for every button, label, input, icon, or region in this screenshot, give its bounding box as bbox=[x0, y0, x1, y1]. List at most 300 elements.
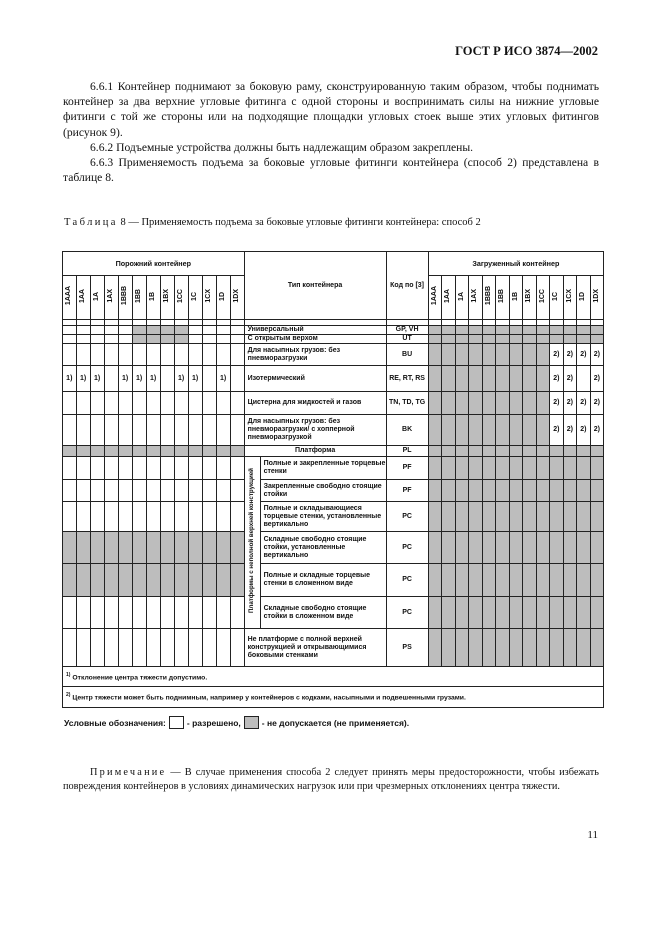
empty-status-cell bbox=[146, 415, 160, 446]
loaded-status-cell bbox=[590, 457, 604, 480]
footnote-cell bbox=[63, 687, 604, 707]
empty-col-header bbox=[188, 276, 202, 320]
loaded-status-cell bbox=[523, 564, 537, 597]
loaded-status-cell bbox=[563, 366, 577, 392]
loaded-status-cell bbox=[428, 344, 442, 366]
paragraph-6-6-3: 6.6.3 Применяемость подъема за боковые угловые фитинги контейнера (способ 2) представлена в таблице 8. bbox=[63, 156, 599, 185]
loaded-status-cell bbox=[469, 392, 483, 415]
footnote-mark: 2) bbox=[566, 374, 573, 382]
footnote-row bbox=[63, 667, 604, 687]
footnote-mark: 1) bbox=[191, 374, 199, 382]
loaded-status-cell bbox=[563, 597, 577, 629]
loaded-status-cell bbox=[469, 480, 483, 502]
loaded-status-cell bbox=[442, 392, 456, 415]
empty-status-cell bbox=[118, 564, 132, 597]
type-cell: Складные свободно стоящие стойки, установленные вертикально bbox=[260, 532, 386, 564]
loaded-status-cell bbox=[550, 446, 564, 457]
loaded-status-cell bbox=[442, 457, 456, 480]
loaded-status-cell bbox=[428, 366, 442, 392]
empty-status-cell bbox=[76, 446, 90, 457]
loaded-status-cell bbox=[536, 597, 550, 629]
loaded-status-cell bbox=[550, 597, 564, 629]
empty-col-label: 1D bbox=[219, 291, 227, 301]
loaded-status-cell bbox=[577, 457, 591, 480]
empty-col-header bbox=[90, 276, 104, 320]
loaded-status-cell bbox=[455, 446, 469, 457]
type-header: Тип контейнера bbox=[244, 252, 386, 320]
loaded-status-cell bbox=[577, 392, 591, 415]
loaded-col-header bbox=[509, 276, 523, 320]
note-text: — В случае применения способа 2 следует принять меры предосторожности, чтобы избежать повреждения контейнеров в условиях динамических нагрузок или при чрезмерных отклонениях центра тяжести. bbox=[63, 767, 600, 792]
empty-status-cell bbox=[202, 326, 216, 335]
page-header: ГОСТ Р ИСО 3874—2002 bbox=[455, 44, 598, 58]
empty-status-cell bbox=[202, 480, 216, 502]
loaded-status-cell bbox=[509, 457, 523, 480]
footnote-mark: 2) bbox=[553, 374, 560, 382]
table-row bbox=[63, 344, 604, 366]
empty-col-label: 1BB bbox=[135, 288, 143, 303]
loaded-col-header bbox=[482, 276, 496, 320]
empty-col-header bbox=[174, 276, 188, 320]
applicability-table bbox=[62, 251, 604, 708]
empty-status-cell bbox=[104, 392, 118, 415]
loaded-status-cell bbox=[455, 502, 469, 532]
code-cell: RE, RT, RS bbox=[386, 366, 428, 392]
empty-status-cell bbox=[104, 502, 118, 532]
legend bbox=[64, 716, 409, 729]
empty-status-cell bbox=[160, 326, 174, 335]
empty-status-cell bbox=[174, 480, 188, 502]
table-row bbox=[63, 335, 604, 344]
code-cell: PC bbox=[386, 564, 428, 597]
loaded-col-header bbox=[523, 276, 537, 320]
empty-status-cell bbox=[174, 502, 188, 532]
empty-status-cell bbox=[90, 502, 104, 532]
loaded-status-cell bbox=[563, 532, 577, 564]
empty-status-cell bbox=[104, 335, 118, 344]
loaded-status-cell bbox=[577, 326, 591, 335]
empty-status-cell bbox=[188, 335, 202, 344]
empty-status-cell bbox=[118, 502, 132, 532]
empty-status-cell bbox=[63, 446, 77, 457]
loaded-status-cell bbox=[469, 344, 483, 366]
empty-status-cell bbox=[118, 457, 132, 480]
loaded-status-cell bbox=[523, 532, 537, 564]
empty-col-header bbox=[146, 276, 160, 320]
loaded-status-cell bbox=[442, 564, 456, 597]
loaded-status-cell bbox=[455, 629, 469, 667]
loaded-status-cell bbox=[590, 480, 604, 502]
loaded-status-cell bbox=[442, 502, 456, 532]
loaded-status-cell bbox=[442, 480, 456, 502]
loaded-status-cell bbox=[482, 392, 496, 415]
empty-status-cell bbox=[174, 457, 188, 480]
loaded-status-cell bbox=[550, 480, 564, 502]
empty-status-cell bbox=[146, 457, 160, 480]
empty-status-cell bbox=[188, 597, 202, 629]
loaded-col-header bbox=[536, 276, 550, 320]
empty-status-cell bbox=[174, 415, 188, 446]
loaded-col-header bbox=[550, 276, 564, 320]
loaded-status-cell bbox=[550, 564, 564, 597]
footnote-mark: 2) bbox=[566, 399, 573, 406]
loaded-status-cell bbox=[577, 480, 591, 502]
loaded-col-header bbox=[563, 276, 577, 320]
type-cell: Складные свободно стоящие стойки в сложенном виде bbox=[260, 597, 386, 629]
empty-status-cell bbox=[188, 532, 202, 564]
empty-col-header bbox=[104, 276, 118, 320]
empty-status-cell bbox=[216, 532, 230, 564]
loaded-col-label: 1BX bbox=[525, 289, 533, 303]
empty-col-label: 1AAA bbox=[65, 286, 73, 306]
header-row-groups bbox=[63, 252, 604, 276]
loaded-status-cell bbox=[509, 415, 523, 446]
empty-status-cell bbox=[132, 415, 146, 446]
loaded-status-cell bbox=[550, 457, 564, 480]
loaded-status-cell bbox=[523, 480, 537, 502]
loaded-status-cell bbox=[550, 502, 564, 532]
empty-status-cell bbox=[90, 564, 104, 597]
empty-col-label: 1BBB bbox=[121, 286, 129, 306]
loaded-col-label: 1BBB bbox=[484, 286, 492, 306]
loaded-col-label: 1AX bbox=[471, 289, 479, 303]
loaded-col-label: 1B bbox=[511, 291, 519, 301]
empty-status-cell bbox=[216, 629, 230, 667]
empty-status-cell bbox=[146, 326, 160, 335]
loaded-status-cell bbox=[550, 532, 564, 564]
empty-status-cell bbox=[132, 335, 146, 344]
loaded-status-cell bbox=[536, 457, 550, 480]
body-text bbox=[63, 79, 599, 185]
loaded-status-cell bbox=[469, 629, 483, 667]
empty-status-cell bbox=[230, 629, 244, 667]
empty-status-cell bbox=[90, 392, 104, 415]
empty-status-cell bbox=[216, 415, 230, 446]
loaded-status-cell bbox=[496, 457, 510, 480]
empty-status-cell bbox=[104, 480, 118, 502]
empty-status-cell bbox=[174, 326, 188, 335]
loaded-status-cell bbox=[428, 564, 442, 597]
empty-status-cell bbox=[132, 564, 146, 597]
type-cell: Полные и складывающиеся торцевые стенки, установленные вертикально bbox=[260, 502, 386, 532]
loaded-status-cell bbox=[523, 344, 537, 366]
loaded-status-cell bbox=[577, 564, 591, 597]
loaded-status-cell bbox=[482, 564, 496, 597]
loaded-status-cell bbox=[442, 597, 456, 629]
empty-col-label: 1CC bbox=[177, 288, 185, 303]
loaded-status-cell bbox=[509, 597, 523, 629]
loaded-status-cell bbox=[428, 392, 442, 415]
empty-status-cell bbox=[202, 344, 216, 366]
loaded-status-cell bbox=[563, 480, 577, 502]
loaded-status-cell bbox=[469, 597, 483, 629]
empty-status-cell bbox=[146, 335, 160, 344]
table-row bbox=[63, 597, 604, 629]
loaded-status-cell bbox=[509, 335, 523, 344]
loaded-status-cell bbox=[563, 629, 577, 667]
legend-forbidden-swatch bbox=[244, 716, 259, 729]
loaded-col-label: 1DX bbox=[592, 289, 600, 303]
empty-status-cell bbox=[160, 446, 174, 457]
loaded-status-cell bbox=[509, 366, 523, 392]
empty-status-cell bbox=[76, 392, 90, 415]
empty-status-cell bbox=[90, 326, 104, 335]
empty-status-cell bbox=[160, 502, 174, 532]
empty-status-cell bbox=[76, 502, 90, 532]
loaded-status-cell bbox=[428, 415, 442, 446]
loaded-status-cell bbox=[442, 366, 456, 392]
loaded-status-cell bbox=[523, 457, 537, 480]
loaded-status-cell bbox=[496, 502, 510, 532]
code-cell: PC bbox=[386, 597, 428, 629]
empty-status-cell bbox=[132, 392, 146, 415]
loaded-status-cell bbox=[590, 366, 604, 392]
loaded-status-cell bbox=[550, 344, 564, 366]
footnote-mark: 2) bbox=[553, 426, 560, 433]
footnote-mark: 2) bbox=[580, 399, 587, 406]
empty-status-cell bbox=[160, 629, 174, 667]
loaded-status-cell bbox=[563, 457, 577, 480]
empty-status-cell bbox=[146, 480, 160, 502]
type-cell: Универсальный bbox=[244, 326, 386, 335]
loaded-status-cell bbox=[536, 480, 550, 502]
type-cell: С открытым верхом bbox=[244, 335, 386, 344]
empty-status-cell bbox=[76, 326, 90, 335]
table-row bbox=[63, 326, 604, 335]
empty-status-cell bbox=[118, 629, 132, 667]
loaded-status-cell bbox=[590, 629, 604, 667]
loaded-status-cell bbox=[455, 532, 469, 564]
loaded-col-label: 1C bbox=[552, 291, 560, 301]
loaded-status-cell bbox=[523, 335, 537, 344]
loaded-status-cell bbox=[590, 446, 604, 457]
empty-status-cell bbox=[174, 532, 188, 564]
loaded-status-cell bbox=[482, 335, 496, 344]
loaded-col-header bbox=[590, 276, 604, 320]
loaded-status-cell bbox=[496, 392, 510, 415]
loaded-status-cell bbox=[590, 392, 604, 415]
loaded-status-cell bbox=[509, 564, 523, 597]
loaded-status-cell bbox=[428, 480, 442, 502]
empty-status-cell bbox=[90, 446, 104, 457]
empty-status-cell bbox=[132, 344, 146, 366]
loaded-status-cell bbox=[577, 415, 591, 446]
loaded-status-cell bbox=[550, 335, 564, 344]
empty-status-cell bbox=[63, 457, 77, 480]
loaded-status-cell bbox=[482, 502, 496, 532]
empty-status-cell bbox=[118, 480, 132, 502]
loaded-status-cell bbox=[469, 366, 483, 392]
empty-status-cell bbox=[160, 415, 174, 446]
loaded-col-label: 1CX bbox=[565, 289, 573, 303]
type-cell: Цистерна для жидкостей и газов bbox=[244, 392, 386, 415]
empty-status-cell bbox=[76, 415, 90, 446]
loaded-status-cell bbox=[536, 344, 550, 366]
empty-status-cell bbox=[104, 326, 118, 335]
empty-status-cell bbox=[104, 457, 118, 480]
loaded-status-cell bbox=[536, 335, 550, 344]
footnote-mark: 1) bbox=[135, 374, 143, 382]
loaded-status-cell bbox=[523, 446, 537, 457]
loaded-status-cell bbox=[442, 344, 456, 366]
loaded-status-cell bbox=[428, 502, 442, 532]
loaded-col-header bbox=[442, 276, 456, 320]
footnote-mark: 1) bbox=[79, 374, 87, 382]
table-row bbox=[63, 457, 604, 480]
footnote-mark: 1) bbox=[66, 672, 71, 678]
empty-col-label: 1DX bbox=[233, 289, 241, 303]
type-cell-platform: Платформа bbox=[244, 446, 386, 457]
code-cell: BU bbox=[386, 344, 428, 366]
type-cell: Не платформе с полной верхней конструкцией и открывающимися боковыми стенками bbox=[244, 629, 386, 667]
loaded-status-cell bbox=[469, 326, 483, 335]
loaded-status-cell bbox=[496, 629, 510, 667]
loaded-status-cell bbox=[577, 597, 591, 629]
empty-status-cell bbox=[63, 502, 77, 532]
empty-status-cell bbox=[63, 326, 77, 335]
loaded-status-cell bbox=[550, 415, 564, 446]
code-header: Код по [3] bbox=[386, 252, 428, 320]
loaded-status-cell bbox=[523, 392, 537, 415]
platform-group-cell bbox=[244, 457, 260, 629]
type-cell: Для насыпных грузов: без пневморазгрузки/ с хопперной пневморазгрузкой bbox=[244, 415, 386, 446]
type-cell: Закрепленные свободно стоящие стойки bbox=[260, 480, 386, 502]
loaded-status-cell bbox=[482, 597, 496, 629]
footnote-text: Центр тяжести может быть поднимным, например у контейнеров с кодками, насыпными и подвешенными грузами. bbox=[72, 694, 466, 702]
empty-status-cell bbox=[230, 502, 244, 532]
empty-status-cell bbox=[63, 344, 77, 366]
empty-status-cell bbox=[132, 326, 146, 335]
table-row bbox=[63, 629, 604, 667]
loaded-status-cell bbox=[509, 446, 523, 457]
empty-status-cell bbox=[230, 415, 244, 446]
legend-prefix: Условные обозначения: bbox=[64, 717, 166, 728]
footnote-mark: 2) bbox=[66, 692, 71, 699]
footnote-mark: 2) bbox=[566, 426, 573, 433]
empty-status-cell bbox=[90, 457, 104, 480]
empty-status-cell bbox=[188, 457, 202, 480]
empty-status-cell bbox=[63, 629, 77, 667]
code-cell: GP, VH bbox=[386, 326, 428, 335]
empty-status-cell bbox=[160, 564, 174, 597]
empty-status-cell bbox=[160, 366, 174, 392]
empty-status-cell bbox=[90, 629, 104, 667]
table-row bbox=[63, 392, 604, 415]
empty-status-cell bbox=[160, 532, 174, 564]
empty-status-cell bbox=[118, 326, 132, 335]
empty-status-cell bbox=[202, 564, 216, 597]
empty-status-cell bbox=[132, 502, 146, 532]
loaded-status-cell bbox=[428, 457, 442, 480]
loaded-status-cell bbox=[523, 502, 537, 532]
loaded-status-cell bbox=[509, 344, 523, 366]
loaded-status-cell bbox=[577, 532, 591, 564]
empty-status-cell bbox=[118, 366, 132, 392]
loaded-status-cell bbox=[536, 366, 550, 392]
loaded-status-cell bbox=[536, 564, 550, 597]
empty-status-cell bbox=[188, 502, 202, 532]
loaded-status-cell bbox=[469, 564, 483, 597]
empty-status-cell bbox=[118, 532, 132, 564]
empty-status-cell bbox=[104, 344, 118, 366]
table-row bbox=[63, 564, 604, 597]
loaded-status-cell bbox=[509, 326, 523, 335]
loaded-status-cell bbox=[536, 415, 550, 446]
footnote-mark: 2) bbox=[553, 399, 560, 406]
table-caption bbox=[64, 217, 481, 228]
footnote-mark: 2) bbox=[553, 350, 560, 358]
loaded-status-cell bbox=[496, 326, 510, 335]
loaded-status-cell bbox=[442, 629, 456, 667]
loaded-col-header bbox=[455, 276, 469, 320]
empty-status-cell bbox=[132, 457, 146, 480]
empty-status-cell bbox=[188, 415, 202, 446]
empty-status-cell bbox=[63, 597, 77, 629]
empty-status-cell bbox=[118, 597, 132, 629]
empty-status-cell bbox=[132, 366, 146, 392]
code-cell: PL bbox=[386, 446, 428, 457]
empty-status-cell bbox=[63, 366, 77, 392]
empty-status-cell bbox=[160, 392, 174, 415]
empty-status-cell bbox=[216, 597, 230, 629]
type-cell: Полные и закрепленные торцевые стенки bbox=[260, 457, 386, 480]
table-row bbox=[63, 366, 604, 392]
empty-status-cell bbox=[132, 629, 146, 667]
empty-status-cell bbox=[174, 564, 188, 597]
code-cell: UT bbox=[386, 335, 428, 344]
empty-status-cell bbox=[174, 335, 188, 344]
type-cell: Полные и складные торцевые стенки в сложенном виде bbox=[260, 564, 386, 597]
empty-status-cell bbox=[118, 344, 132, 366]
loaded-status-cell bbox=[509, 480, 523, 502]
empty-status-cell bbox=[146, 597, 160, 629]
loaded-status-cell bbox=[482, 446, 496, 457]
loaded-status-cell bbox=[442, 415, 456, 446]
empty-status-cell bbox=[230, 457, 244, 480]
loaded-col-label: 1AAA bbox=[430, 286, 438, 306]
loaded-status-cell bbox=[455, 392, 469, 415]
loaded-status-cell bbox=[590, 335, 604, 344]
loaded-col-label: 1AA bbox=[444, 288, 452, 303]
legend-allowed-text: - разрешено, bbox=[186, 717, 241, 728]
empty-status-cell bbox=[202, 392, 216, 415]
empty-status-cell bbox=[104, 597, 118, 629]
loaded-status-cell bbox=[563, 335, 577, 344]
footnote-mark: 1) bbox=[149, 374, 157, 382]
footnote-mark: 2) bbox=[580, 350, 587, 358]
loaded-status-cell bbox=[469, 415, 483, 446]
loaded-status-cell bbox=[482, 366, 496, 392]
code-cell: PS bbox=[386, 629, 428, 667]
empty-status-cell bbox=[216, 502, 230, 532]
loaded-status-cell bbox=[482, 480, 496, 502]
loaded-col-header bbox=[577, 276, 591, 320]
empty-status-cell bbox=[146, 532, 160, 564]
empty-status-cell bbox=[230, 366, 244, 392]
empty-group-header: Порожний контейнер bbox=[63, 252, 245, 276]
empty-status-cell bbox=[216, 335, 230, 344]
empty-status-cell bbox=[118, 446, 132, 457]
platform-group-label: Платформы с неполной верхней конструкцией bbox=[248, 468, 256, 614]
footnote-mark: 1) bbox=[66, 374, 73, 382]
loaded-status-cell bbox=[469, 532, 483, 564]
empty-col-header bbox=[76, 276, 90, 320]
empty-status-cell bbox=[188, 344, 202, 366]
loaded-status-cell bbox=[509, 502, 523, 532]
empty-status-cell bbox=[63, 415, 77, 446]
code-cell: PF bbox=[386, 480, 428, 502]
empty-status-cell bbox=[90, 366, 104, 392]
